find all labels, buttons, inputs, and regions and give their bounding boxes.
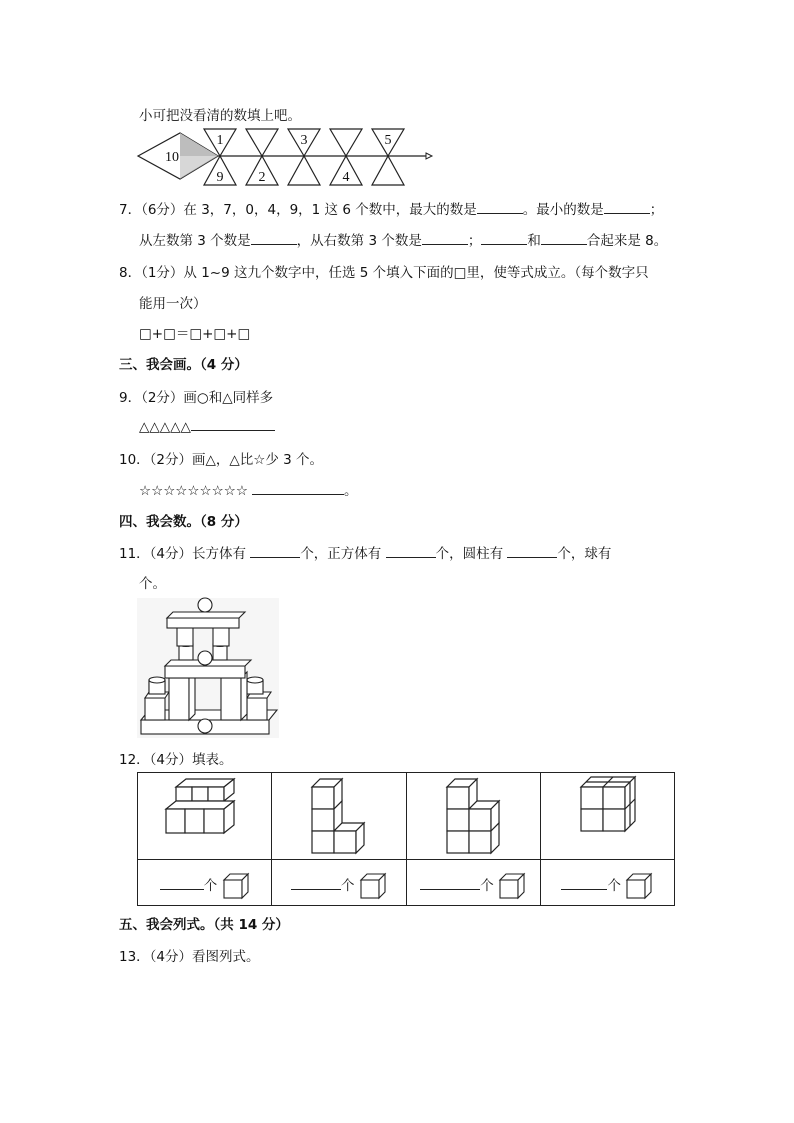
q8-line1: 8．（1分）从 1~9 这九个数字中，任选 5 个填入下面的□里，使等式成立。（每个数字只 <box>119 265 649 281</box>
q9-triangles: △△△△△ <box>139 419 191 435</box>
q7-answer-largest[interactable] <box>477 199 523 214</box>
unit-label-3: 个 <box>480 878 494 894</box>
q7-answer-pair-a[interactable] <box>481 230 527 245</box>
q8-equation[interactable]: □+□＝□+□+□ <box>139 326 251 342</box>
cube-stack-figure-2 <box>310 777 376 857</box>
answer-blank-2[interactable] <box>291 875 341 890</box>
q11-text-d: 个，球有 <box>557 546 612 562</box>
table-answer-cell-4[interactable] <box>540 860 674 906</box>
answer-row-3 <box>407 872 540 900</box>
section-4-heading: 四、我会数。（8 分） <box>119 514 248 530</box>
top-number-5: 5 <box>384 133 392 148</box>
cube-stack-figure-1 <box>164 777 244 841</box>
q10-text: 10．（2分）画△，△比☆少 3 个。 <box>119 452 324 468</box>
answer-blank-1[interactable] <box>160 875 204 890</box>
number-arrow-diagram <box>136 127 436 189</box>
q11-answer-cube[interactable] <box>386 543 436 558</box>
q7-answer-smallest[interactable] <box>604 199 650 214</box>
q7-text-a: 7．（6分）在 3，7，0，4，9，1 这 6 个数中，最大的数是 <box>119 202 477 218</box>
bottom-number-1: 9 <box>216 170 224 185</box>
top-number-1: 1 <box>216 133 224 148</box>
section-3-heading: 三、我会画。（4 分） <box>119 357 248 373</box>
table-cell-figure-1 <box>138 773 272 860</box>
q10-answer-row <box>139 479 357 499</box>
q10-end: 。 <box>343 483 358 499</box>
q11-text-a: 11．（4分）长方体有 <box>119 546 251 562</box>
q9-answer-blank[interactable] <box>191 416 275 431</box>
q9-answer-row <box>139 416 275 435</box>
table-cell-figure-3 <box>406 773 540 860</box>
top-number-3: 3 <box>300 133 308 148</box>
q7-answer-pair-b[interactable] <box>541 230 587 245</box>
q12-text: 12．（4分）填表。 <box>119 752 233 768</box>
count-cubes-table <box>137 772 675 906</box>
answer-blank-4[interactable] <box>561 875 607 890</box>
unit-cube-icon <box>222 872 250 900</box>
section-5-heading: 五、我会列式。（共 14 分） <box>119 917 289 933</box>
answer-blank-3[interactable] <box>420 875 480 890</box>
q11-text-b: 个，正方体有 <box>300 546 386 562</box>
cube-stack-figure-3 <box>445 777 511 857</box>
unit-cube-icon <box>498 872 526 900</box>
unit-label-2: 个 <box>340 878 355 894</box>
table-cell-figure-4 <box>540 773 674 860</box>
bottom-number-4: 4 <box>342 170 350 185</box>
building-blocks-figure <box>137 598 279 738</box>
unit-cube-icon <box>359 872 387 900</box>
q11-line1 <box>119 542 611 562</box>
table-cell-figure-2 <box>272 773 406 860</box>
q7-text-c: ； <box>649 202 664 218</box>
q9-text: 9．（2分）画○和△同样多 <box>119 390 274 406</box>
answer-row-2 <box>272 872 405 900</box>
q7-line2 <box>139 229 667 249</box>
answer-row-1 <box>138 872 271 900</box>
diamond-number: 10 <box>165 150 179 165</box>
q7-text-e: ，从右数第 3 个数是 <box>296 233 422 249</box>
table-answer-cell-1[interactable] <box>138 860 272 906</box>
table-answer-cell-2[interactable] <box>272 860 406 906</box>
table-answer-cell-3[interactable] <box>406 860 540 906</box>
bottom-number-2: 2 <box>258 170 266 185</box>
q11-text-c: 个，圆柱有 <box>435 546 508 562</box>
q11-answer-cylinder[interactable] <box>507 543 557 558</box>
q13-text: 13．（4分）看图列式。 <box>119 949 260 965</box>
q10-stars: ☆☆☆☆☆☆☆☆☆ <box>139 483 248 499</box>
q11-line2: 个。 <box>139 576 166 592</box>
q7-text-b: 。最小的数是 <box>522 202 604 218</box>
answer-row-4 <box>541 872 674 900</box>
q11-answer-cuboid[interactable] <box>250 543 300 558</box>
q7-answer-right3[interactable] <box>422 230 468 245</box>
q7-text-g: 和 <box>527 233 541 249</box>
q7-text-f: ； <box>467 233 482 249</box>
cube-stack-figure-4 <box>579 775 645 841</box>
q7-text-d: 从左数第 3 个数是 <box>139 233 251 249</box>
unit-label-1: 个 <box>203 878 218 894</box>
q10-answer-blank[interactable] <box>252 480 344 495</box>
unit-cube-icon <box>625 872 653 900</box>
q7-text-h: 合起来是 8。 <box>586 233 668 249</box>
q7-line1 <box>119 198 663 218</box>
unit-label-4: 个 <box>607 878 621 894</box>
q7-answer-left3[interactable] <box>251 230 297 245</box>
q8-line2: 能用一次） <box>139 296 207 312</box>
q6-instruction: 小可把没看清的数填上吧。 <box>139 108 301 124</box>
